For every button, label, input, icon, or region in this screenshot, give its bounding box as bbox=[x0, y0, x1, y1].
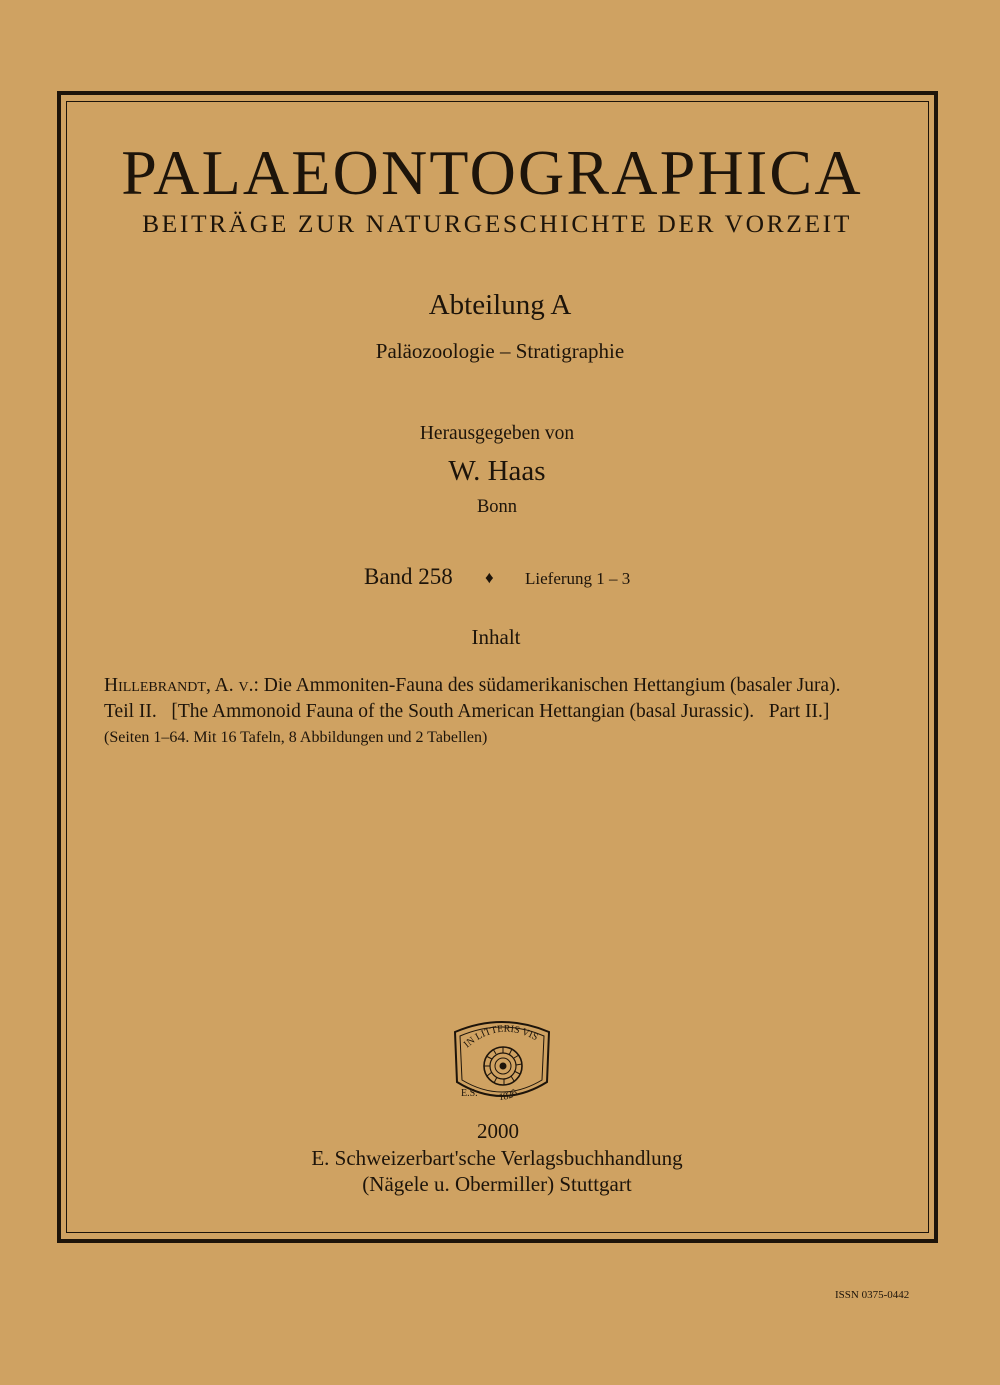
imprint-location: (Nägele u. Obermiller) Stuttgart bbox=[362, 1172, 632, 1196]
contents-title-german: Die Ammoniten-Fauna des südamerikanischen Hettangium (basaler Jura). bbox=[258, 675, 841, 696]
contents-entry-details: (Seiten 1–64. Mit 16 Tafeln, 8 Abbildungen und 2 Tabellen) bbox=[104, 729, 488, 746]
section-fields: Paläozoologie – Stratigraphie bbox=[375, 339, 625, 363]
editor-city: Bonn bbox=[476, 497, 518, 517]
band-number: Band 258 bbox=[364, 564, 453, 589]
editor-name: W. Haas bbox=[448, 455, 546, 487]
imprint-year: 2000 bbox=[477, 1119, 519, 1143]
contents-entry-line-1 bbox=[104, 673, 904, 699]
journal-subtitle: BEITRÄGE ZUR NATURGESCHICHTE DER VORZEIT bbox=[142, 209, 852, 238]
ammonite-icon bbox=[484, 1047, 522, 1085]
diamond-separator-icon: ♦ bbox=[485, 568, 494, 587]
section-name: Abteilung A bbox=[428, 289, 572, 321]
contents-author: Hillebrandt, A. v.: bbox=[104, 675, 259, 696]
seal-motto: IN LITTERIS VIS bbox=[461, 1023, 540, 1051]
issue-line bbox=[0, 562, 1000, 594]
contents-heading: Inhalt bbox=[471, 625, 521, 649]
seal-year: 1826 bbox=[498, 1087, 520, 1104]
imprint-publisher: E. Schweizerbart'sche Verlagsbuchhandlung bbox=[311, 1146, 683, 1170]
issn-number: ISSN 0375-0442 bbox=[835, 1289, 910, 1301]
lieferung-number: Lieferung 1 – 3 bbox=[525, 569, 631, 588]
seal-initials: E.S. bbox=[461, 1088, 478, 1099]
editor-label: Herausgegeben von bbox=[419, 423, 575, 444]
journal-title: PALAEONTOGRAPHICA bbox=[121, 137, 863, 208]
contents-entry-line-2: Teil II. [The Ammonoid Fauna of the South American Hettangian (basal Jurassic). Part II.] bbox=[104, 701, 830, 722]
publisher-seal-icon bbox=[437, 1010, 567, 1110]
